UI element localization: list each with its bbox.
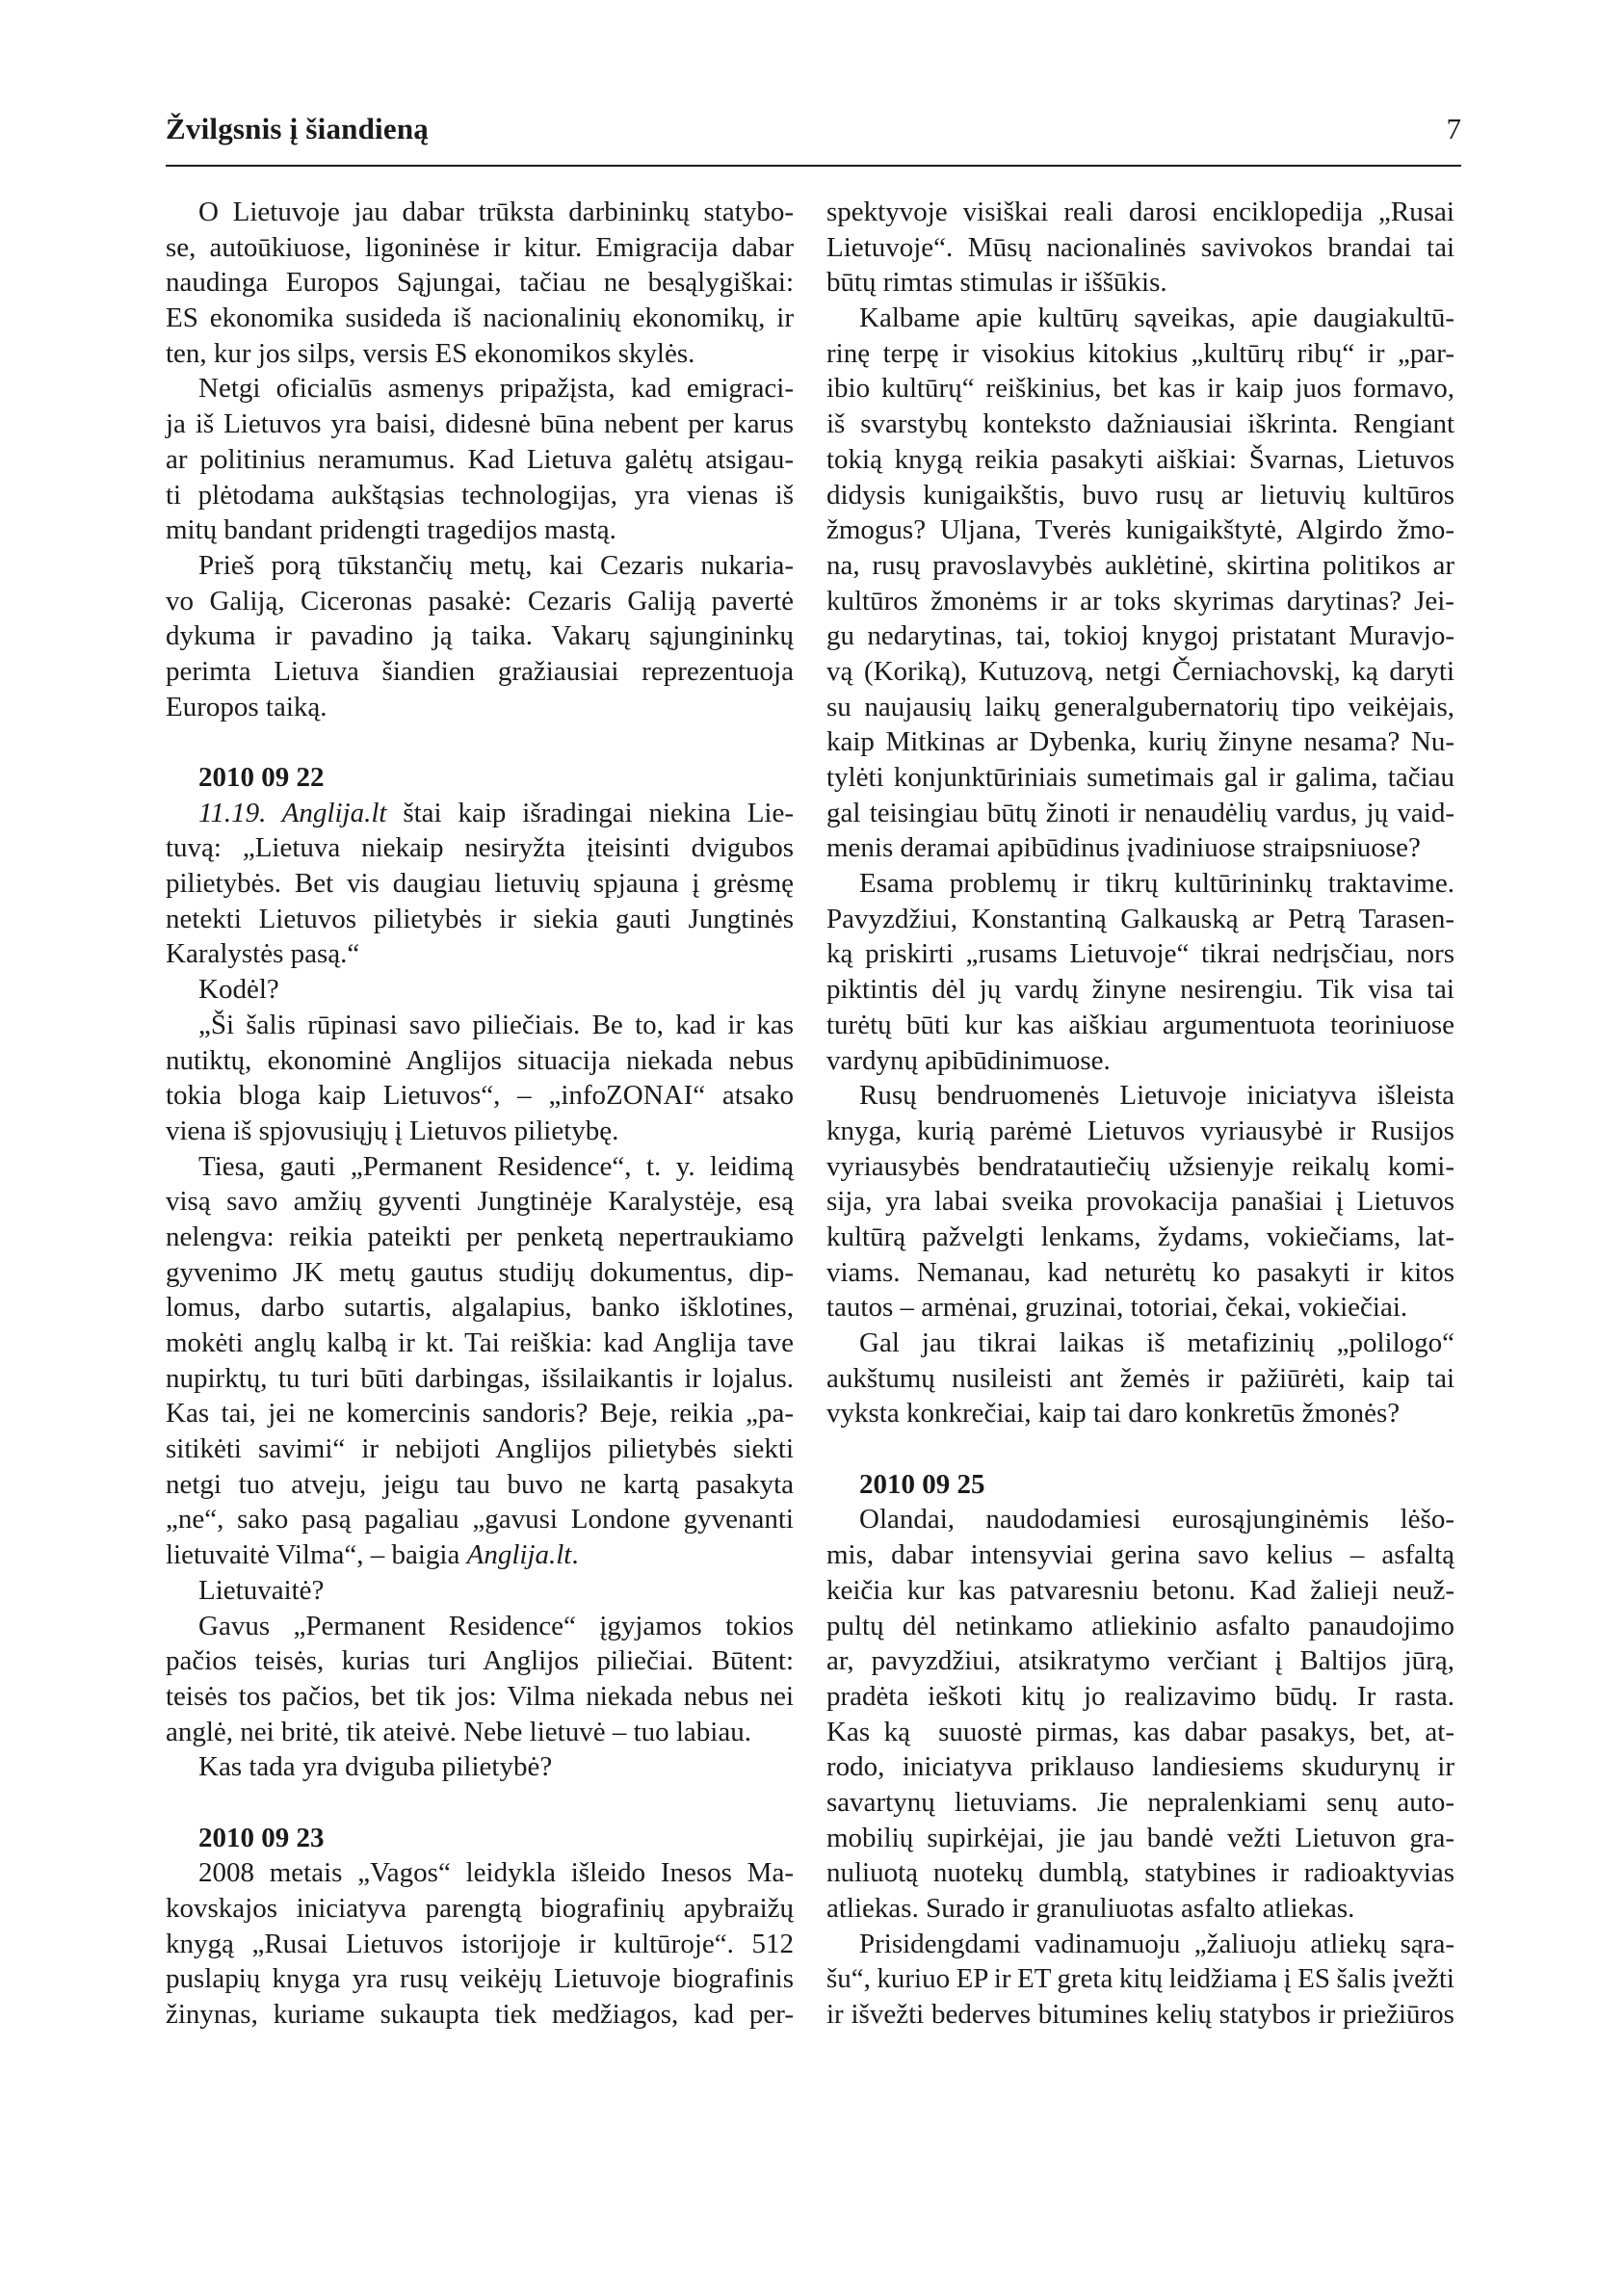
text-line: kaip Mitkinas ar Dybenka, kurių žinyne nesama? Nu- [826, 726, 1455, 758]
text-line: ja iš Lietuvos yra baisi, didesnė būna nebent per karus [166, 408, 795, 440]
header-rule [166, 165, 1461, 167]
text-line: ten, kur jos silps, versis ES ekonomikos skylės. [166, 337, 695, 369]
text-line: gal teisingiau būtų žinoti ir nenaudėlių vardus, jų vaid- [826, 797, 1454, 828]
text-line: šu“, kuriuo EP ir ET greta kitų leidžiama į ES šalis įvežti [826, 1963, 1454, 1995]
text-line: „Ši šalis rūpinasi savo piliečiais. Be to, kad ir kas [198, 1009, 795, 1040]
text-line: Prieš porą tūkstančių metų, kai Cezaris nukaria- [198, 549, 795, 581]
text-line: Tiesa, gauti „Permanent Residence“, t. y. leidimą [198, 1150, 794, 1182]
text-line: Prisidengdami vadinamuoju „žaliuoju atliekų sąra- [859, 1928, 1454, 1959]
text-line: Lietuvoje“. Mūsų nacionalinės savivokos brandai tai [826, 231, 1455, 263]
text-line: mobilių supirkėjai, jie jau bandė vežti Lietuvon gra- [826, 1822, 1455, 1853]
text-line: su naujausių laikų generalgubernatorių tipo veikėjais, [826, 691, 1455, 722]
text-line: 2008 metais „Vagos“ leidykla išleido Inesos Ma- [198, 1857, 794, 1889]
text-line: vo Galiją, Ciceronas pasakė: Cezaris Galiją pavertė [166, 585, 794, 617]
text-column-left [166, 195, 794, 2033]
text-line: vą (Koriką), Kutuzovą, netgi Černiachovskį, ką daryti [826, 655, 1455, 687]
text-line: visą savo amžių gyventi Jungtinėje Karalystėje, esą [166, 1186, 794, 1218]
page-number: 7 [1446, 112, 1461, 145]
text-line: 11.19. Anglija.lt štai kaip išradingai niekina Lie- [198, 797, 795, 828]
page-title: Žvilgsnis į šiandieną [166, 112, 429, 145]
text-line: knyga, kurią parėmė Lietuvos vyriausybė ir Rusijos [826, 1115, 1454, 1146]
text-line: viams. Nemanau, kad neturėtų ko pasakyti ir kitos [826, 1256, 1454, 1288]
text-line: na, rusų pravoslavybės auklėtinė, skirtina politikos ar [826, 549, 1455, 581]
text-line: turėtų būti kur kas aiškiau argumentuota teoriniuose [826, 1009, 1454, 1040]
text-line: Pavyzdžiui, Konstantiną Galkauską ar Petrą Tarasen- [826, 903, 1454, 934]
text-line: mokėti anglų kalbą ir kt. Tai reiškia: kad Anglija tave [166, 1327, 795, 1358]
text-line: rinę terpę ir visokius kitokius „kultūrų ribų“ ir „par- [826, 337, 1454, 369]
text-line: nutiktų, ekonominė Anglijos situacija niekada nebus [166, 1044, 794, 1076]
text-line: puslapių knyga yra rusų veikėjų Lietuvoje biografinis [166, 1963, 794, 1995]
text-line: keičia kur kas patvaresniu betonu. Kad žalieji neuž- [826, 1574, 1455, 1606]
text-line: žinynas, kuriame sukaupta tiek medžiagos, kad per- [166, 1999, 795, 2031]
text-line: Gal jau tikrai laikas iš metafizinių „polilogo“ [859, 1327, 1455, 1358]
text-line: perimta Lietuva šiandien gražiausiai reprezentuoja [166, 655, 794, 687]
text-line: dykuma ir pavadino ją taika. Vakarų sąjungininkų [166, 620, 794, 652]
text-line: ES ekonomika susideda iš nacionalinių ekonomikų, ir [166, 302, 794, 334]
date-heading: 2010 09 23 [198, 1822, 325, 1853]
italic-text: Anglija.lt [466, 1539, 572, 1571]
text-line: se, autoūkiuose, ligoninėse ir kitur. Emigracija dabar [166, 231, 794, 263]
text-line: Gavus „Permanent Residence“ įgyjamos tokios [198, 1610, 794, 1641]
text-line: anglė, nei britė, tik ateivė. Nebe lietuvė – tuo labiau. [166, 1716, 751, 1747]
text-line: Europos taiką. [166, 691, 327, 722]
text-line: iš svarstybų konteksto dažniausiai iškrinta. Rengiant [826, 408, 1455, 440]
text-line: sitikėti savimi“ ir nebijoti Anglijos pilietybės siekti [166, 1433, 795, 1465]
text-line: netgi tuo atveju, jeigu tau buvo ne kartą pasakyta [166, 1468, 794, 1500]
text-line: mis, dabar intensyviai gerina savo kelius – asfaltą [826, 1539, 1455, 1571]
text-line: rodo, iniciatyva priklauso landiesiems skudurynų ir [826, 1751, 1455, 1783]
text-line: gu nedarytinas, tai, tokioj knygoj pristatant Muravjo- [826, 620, 1454, 652]
text-line: atliekas. Surado ir granuliuotas asfalto atliekas. [826, 1893, 1355, 1924]
text-line: pradėta ieškoti kitų jo realizavimo būdų. Ir rasta. [826, 1680, 1455, 1712]
text-line: naudinga Europos Sąjungai, tačiau ne besąlygiškai: [166, 267, 795, 299]
text-line: Kodėl? [198, 974, 279, 1006]
text-line: pilietybės. Bet vis daugiau lietuvių spjauna į grėsmę [166, 868, 794, 900]
text-line: ar, pavyzdžiui, atsikratymo verčiant į Baltijos jūrą, [826, 1645, 1454, 1677]
text-line: spektyvoje visiškai reali darosi enciklopedija „Rusai [826, 197, 1454, 227]
text-line: vyriausybės bendratautiečių užsienyje reikalų komi- [826, 1150, 1455, 1182]
text-line: tautos – armėnai, gruzinai, totoriai, čekai, vokiečiai. [826, 1292, 1408, 1324]
text-line: knygą „Rusai Lietuvos istorijoje ir kultūroje“. 512 [166, 1928, 794, 1959]
text-line: nelengva: reikia pateikti per penketą nepertraukiamo [166, 1221, 794, 1252]
text-line: vardynų apibūdinimuose. [826, 1044, 1111, 1076]
text-line: aukštumų nusileisti ant žemės ir pažiūrėti, kaip tai [826, 1362, 1455, 1394]
text-line: gyvenimo JK metų gautus studijų dokumentus, dip- [166, 1256, 795, 1288]
text-line: Kas tai, jei ne komercinis sandoris? Beje, reikia „pa- [166, 1398, 794, 1430]
text-line: „ne“, sako pasą pagaliau „gavusi Londone gyvenanti [166, 1504, 794, 1536]
text-line: piktintis dėl jų vardų žinyne nesirengiu. Tik visa tai [826, 974, 1454, 1006]
text-line: O Lietuvoje jau dabar trūksta darbininkų statybo- [198, 197, 794, 227]
text-line: Kas ką suuostė pirmas, kas dabar pasakys, bet, at- [826, 1716, 1454, 1747]
text-line: ti plėtodama aukštąsias technologijas, yra vienas iš [166, 479, 795, 511]
text-line: sija, yra labai sveika provokacija panašiai į Lietuvos [826, 1186, 1454, 1218]
text-line: būtų rimtas stimulas ir iššūkis. [826, 267, 1167, 299]
text-column-right [826, 195, 1454, 2033]
text-line: ką priskirti „rusams Lietuvoje“ tikrai nedrįsčiau, nors [826, 938, 1454, 970]
text-line: viena iš spjovusiųjų į Lietuvos pilietybę. [166, 1115, 619, 1146]
text-line: netekti Lietuvos pilietybės ir siekia gauti Jungtinės [166, 903, 795, 934]
text-line: ibio kultūrų“ reiškinius, bet kas ir kaip juos formavo, [826, 373, 1454, 405]
date-heading: 2010 09 25 [859, 1468, 985, 1500]
text-line: ar politinius neramumus. Kad Lietuva galėtų atsigau- [166, 443, 795, 475]
text-line: ir išvežti bederves bitumines kelių statybos ir priežiūros [826, 1999, 1454, 2031]
text-line: lietuvaitė Vilma“, – baigia Anglija.lt. [166, 1539, 579, 1571]
text-line: lomus, darbo sutartis, algalapius, banko išklotines, [166, 1292, 794, 1324]
text-line: Rusų bendruomenės Lietuvoje iniciatyva išleista [859, 1080, 1454, 1112]
text-line: Netgi oficialūs asmenys pripažįsta, kad emigraci- [198, 373, 795, 405]
text-line: didysis kunigaikštis, buvo rusų ar lietuvių kultūros [826, 479, 1454, 511]
text-line: nupirktų, tu turi būti darbingas, išsilaikantis ir lojalus. [166, 1362, 795, 1394]
text-line: Esama problemų ir tikrų kultūrininkų traktavime. [859, 868, 1454, 900]
text-line: kultūrą pažvelgti lenkams, žydams, vokiečiams, lat- [826, 1221, 1455, 1252]
text-line: Kalbame apie kultūrų sąveikas, apie daugiakultū- [859, 302, 1455, 334]
text-line: Kas tada yra dviguba pilietybė? [198, 1751, 553, 1783]
text-line: kultūros žmonėms ir ar toks skyrimas darytinas? Jei- [826, 585, 1454, 617]
text-line: menis deramai apibūdinus įvadiniuose straipsniuose? [826, 832, 1421, 864]
text-line: tuvą: „Lietuva niekaip nesiryžta įteisinti dvigubos [166, 832, 795, 864]
date-heading: 2010 09 22 [198, 762, 325, 793]
text-line: tokia bloga kaip Lietuvos“, – „infoZONAI“ atsako [166, 1080, 794, 1112]
running-head [166, 112, 1461, 146]
text-line: Olandai, naudodamiesi eurosąjunginėmis lėšo- [859, 1504, 1454, 1536]
text-line: vyksta konkrečiai, kaip tai daro konkretūs žmonės? [826, 1398, 1401, 1430]
text-line: teisės tos pačios, bet tik jos: Vilma niekada nebus nei [166, 1680, 795, 1712]
text-line: tylėti konjunktūriniais sumetimais gal ir galima, tačiau [826, 762, 1455, 793]
text-line: žmogus? Uljana, Tverės kunigaikštytė, Algirdo žmo- [826, 514, 1454, 546]
text-line: Lietuvaitė? [198, 1574, 325, 1606]
text-line: Karalystės pasą.“ [166, 938, 360, 970]
text-line: pultų dėl netinkamo atliekinio asfalto panaudojimo [826, 1610, 1455, 1641]
text-line: mitų bandant pridengti tragedijos mastą. [166, 514, 616, 546]
text-line: kovskajos iniciatyva parengtą biografinių apybraižų [166, 1893, 794, 1924]
italic-text: 11.19. Anglija.lt [198, 797, 387, 828]
text-line: tokią knygą reikia pasakyti aiškiai: Švarnas, Lietuvos [826, 443, 1455, 475]
text-line: nuliuotą nuotekų dumblą, statybines ir radioaktyvias [826, 1857, 1454, 1889]
text-line: savartynų lietuviams. Jie nepralenkiami senų auto- [826, 1786, 1454, 1818]
text-line: pačios teisės, kurias turi Anglijos piliečiai. Būtent: [166, 1645, 795, 1677]
